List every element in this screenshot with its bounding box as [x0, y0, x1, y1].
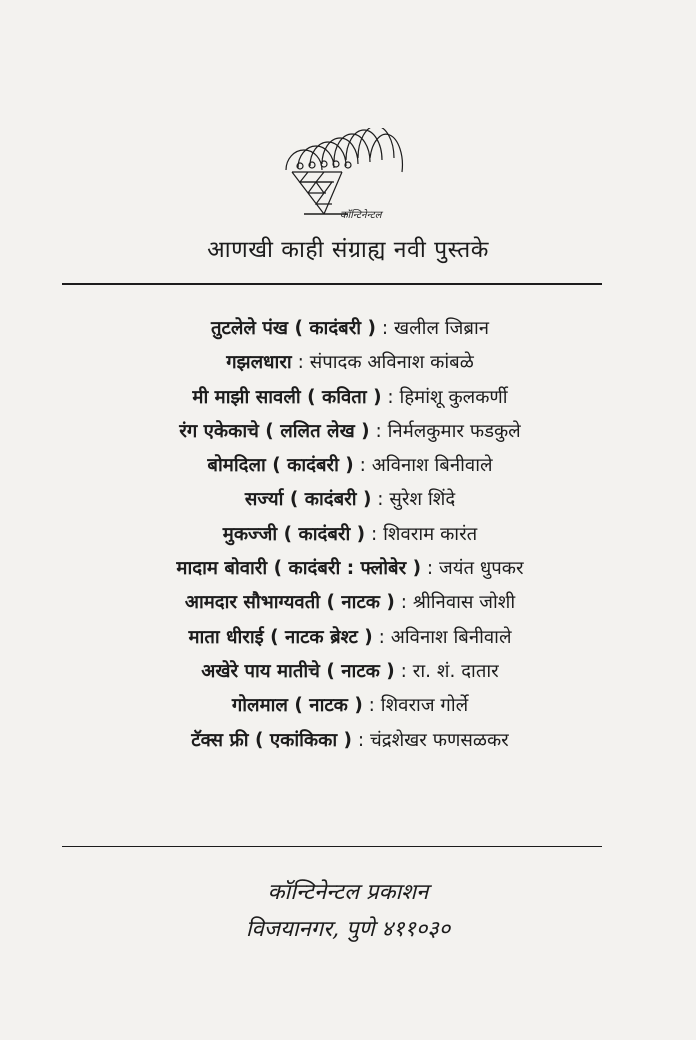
book-author: अविनाश बिनीवाले: [371, 455, 493, 477]
book-title: रंग एकेकाचे ( ललित लेख ): [179, 420, 370, 442]
book-entry: [40, 655, 660, 689]
book-author: जयंत धुपकर: [439, 558, 524, 580]
book-title: सर्ज्या ( कादंबरी ): [244, 489, 372, 511]
book-entry: [40, 552, 660, 586]
book-separator: :: [371, 489, 390, 511]
top-divider: [62, 283, 602, 285]
publisher-name: कॉन्टिनेन्टल प्रकाशन: [267, 880, 429, 905]
page-heading: आणखी काही संग्राह्य नवी पुस्तके: [207, 237, 489, 263]
book-title: टॅक्स फ्री ( एकांकिका ): [191, 729, 353, 751]
book-title: मादाम बोवारी ( कादंबरी : फ्लोबेर ): [176, 558, 422, 580]
book-title: मी माझी सावली ( कविता ): [192, 386, 382, 408]
book-separator: :: [353, 455, 372, 477]
book-author: हिमांशू कुलकर्णी: [399, 386, 508, 408]
book-author: श्रीनिवास जोशी: [412, 592, 516, 614]
book-entry: [40, 483, 660, 517]
book-separator: :: [291, 352, 310, 374]
book-separator: :: [421, 558, 440, 580]
book-author: निर्मलकुमार फडकुले: [387, 420, 521, 442]
bottom-divider: [62, 846, 602, 847]
book-title: गझलधारा: [226, 352, 292, 374]
book-entry: [40, 724, 660, 758]
book-author: संपादक अविनाश कांबळे: [309, 352, 474, 374]
book-author: रा. शं. दातार: [412, 660, 499, 682]
book-separator: :: [369, 420, 388, 442]
book-entry: [40, 381, 660, 415]
publisher-logo: [278, 128, 408, 224]
book-separator: :: [362, 695, 381, 717]
book-author: शिवराम कारंत: [383, 523, 478, 545]
book-entry: [40, 621, 660, 655]
book-entry: [40, 518, 660, 552]
book-title: माता धीराई ( नाटक ब्रेश्ट ): [188, 626, 373, 648]
book-title: बोमदिला ( कादंबरी ): [207, 455, 354, 477]
publisher-address: विजयानगर, पुणे ४११०३०: [245, 917, 451, 942]
book-separator: :: [372, 626, 391, 648]
book-entry: [40, 415, 660, 449]
book-entry: [40, 689, 660, 723]
book-list: [40, 312, 660, 758]
book-author: सुरेश शिंदे: [389, 489, 456, 511]
book-entry: [40, 312, 660, 346]
book-entry: [40, 449, 660, 483]
book-separator: :: [394, 592, 413, 614]
book-author: अविनाश बिनीवाले: [390, 626, 512, 648]
continental-logo-icon: [278, 128, 408, 224]
book-separator: :: [381, 386, 400, 408]
book-entry: [40, 586, 660, 620]
book-separator: :: [375, 318, 394, 339]
book-title: आमदार सौभाग्यवती ( नाटक ): [184, 592, 395, 614]
book-title: अखेरे पाय मातीचे ( नाटक ): [201, 660, 395, 682]
book-separator: :: [352, 729, 371, 751]
book-author: चंद्रशेखर फणसळकर: [370, 729, 509, 751]
book-separator: :: [365, 523, 384, 545]
book-title: तुटलेले पंख ( कादंबरी ): [210, 318, 376, 339]
book-title: गोलमाल ( नाटक ): [231, 695, 363, 717]
svg-text:कॉन्टिनेन्टल: कॉन्टिनेन्टल: [340, 210, 382, 221]
book-separator: :: [394, 660, 413, 682]
book-author: खलील जिब्रान: [393, 318, 490, 339]
book-entry: [40, 346, 660, 380]
book-title: मुकज्जी ( कादंबरी ): [222, 523, 366, 545]
book-author: शिवराज गोर्ले: [380, 695, 469, 717]
